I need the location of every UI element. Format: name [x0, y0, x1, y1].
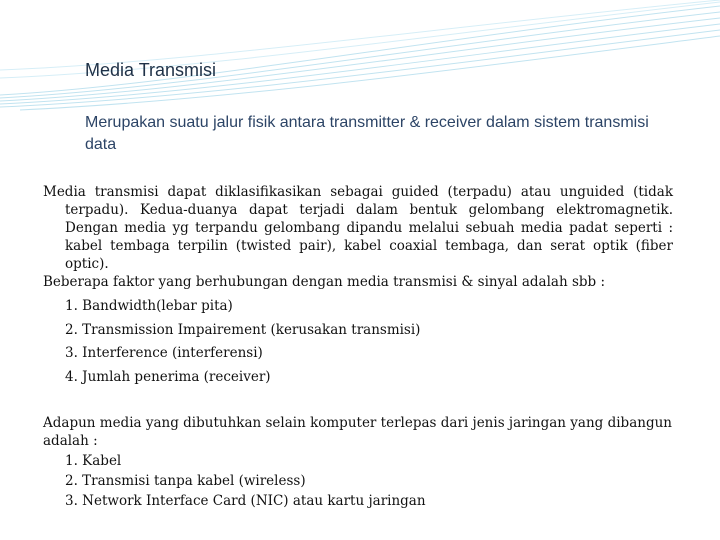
- paragraph-classification: Media transmisi dapat diklasifikasikan sebagai guided (terpadu) atau unguided (tidak terpadu). Kedua-duanya dapat terjadi dalam bentuk gelombang elektromagnetik. Dengan media yg terpandu gelombang dipandu melalui sebuah media padat seperti : kabel tembaga terpilin (twisted pair), kabel coaxial tembaga, dan serat optik (fiber optic).: [43, 184, 673, 272]
- list-item: 4. Jumlah penerima (receiver): [65, 368, 271, 385]
- factors-intro: Beberapa faktor yang berhubungan dengan media transmisi & sinyal adalah sbb :: [43, 274, 606, 290]
- list-item: 3. Interference (interferensi): [65, 345, 263, 361]
- slide-body: [43, 183, 673, 510]
- slide-subtitle: Merupakan suatu jalur fisik antara transmitter & receiver dalam sistem transmisi data: [85, 114, 649, 153]
- list-item: 2. Transmisi tanpa kabel (wireless): [65, 472, 306, 489]
- media-intro-tail: adalah :: [43, 432, 98, 449]
- list-item: 2. Transmission Impairement (kerusakan transmisi): [65, 321, 421, 338]
- list-item: 1. Kabel: [65, 452, 122, 469]
- factors-list: [43, 297, 673, 386]
- media-intro: Adapun media yang dibutuhkan selain komputer terlepas dari jenis jaringan yang dibangun: [43, 414, 672, 431]
- media-list: [43, 452, 673, 510]
- list-item: 1. Bandwidth(lebar pita): [65, 298, 233, 314]
- list-item: 3. Network Interface Card (NIC) atau kartu jaringan: [65, 492, 426, 509]
- slide-title: Media Transmisi: [85, 60, 217, 80]
